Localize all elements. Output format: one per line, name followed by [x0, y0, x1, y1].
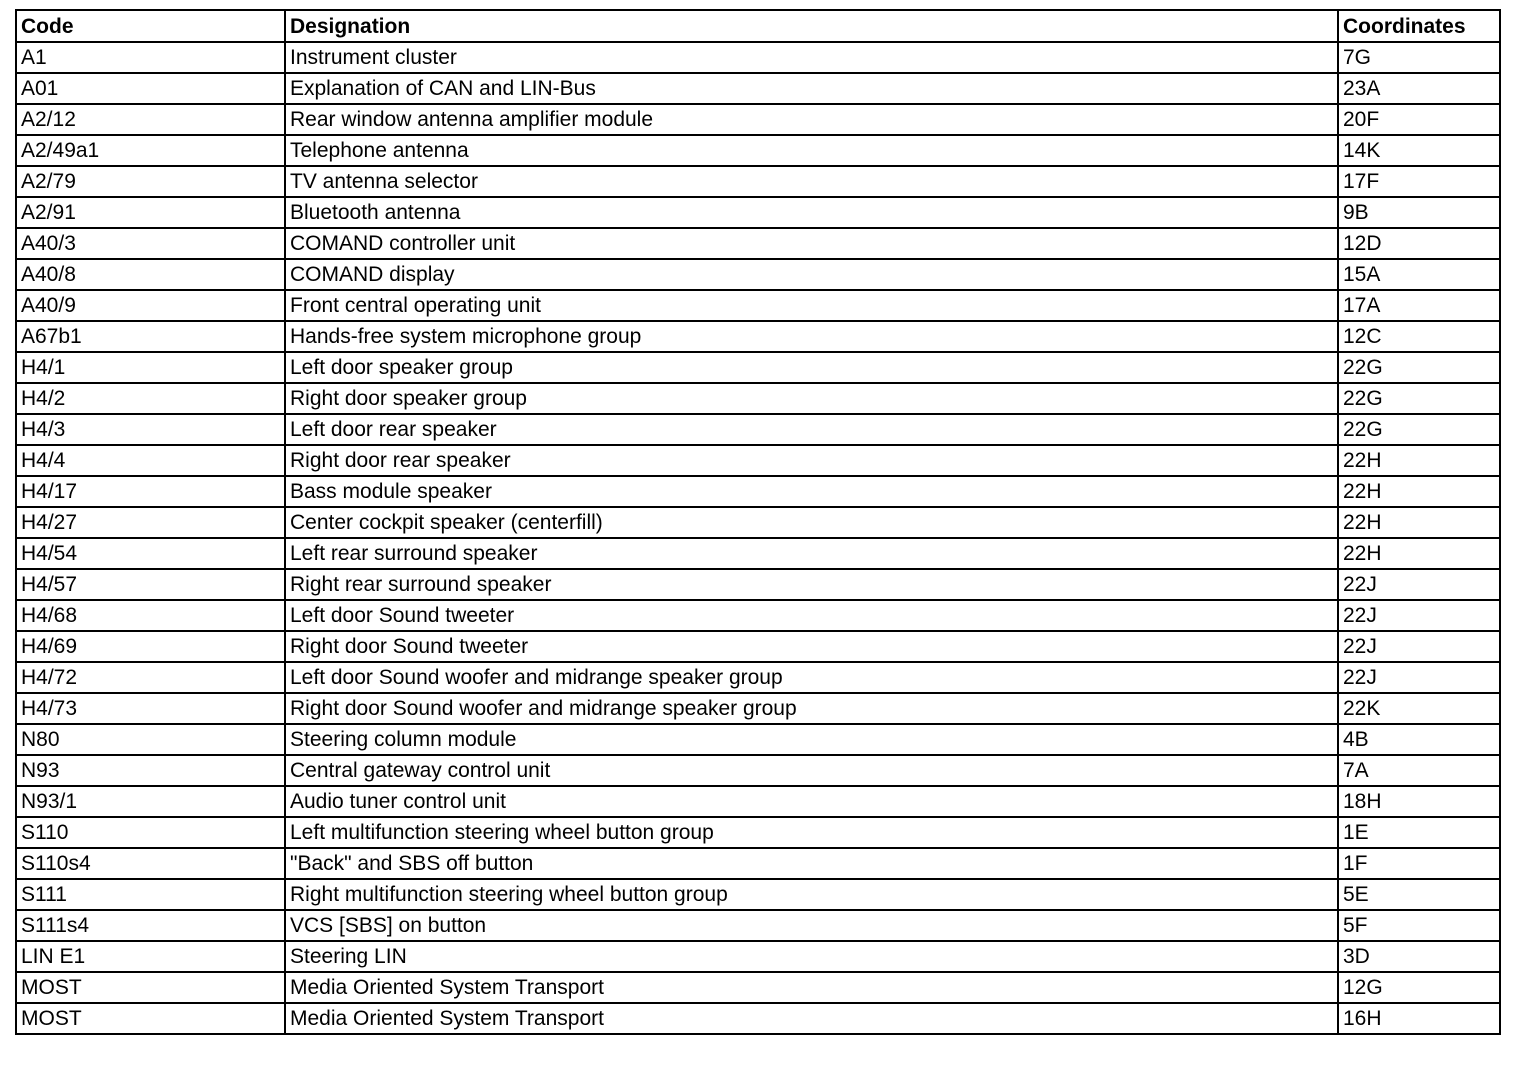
cell-designation: Instrument cluster	[285, 42, 1338, 73]
cell-code: H4/73	[16, 693, 285, 724]
cell-code: N93	[16, 755, 285, 786]
cell-code: A1	[16, 42, 285, 73]
cell-designation: Front central operating unit	[285, 290, 1338, 321]
cell-designation: Left door rear speaker	[285, 414, 1338, 445]
cell-coordinates: 1F	[1338, 848, 1500, 879]
cell-code: H4/3	[16, 414, 285, 445]
cell-designation: Right door Sound woofer and midrange speaker group	[285, 693, 1338, 724]
cell-code: H4/68	[16, 600, 285, 631]
table-row	[16, 910, 1500, 941]
cell-designation: Right door Sound tweeter	[285, 631, 1338, 662]
table-row	[16, 538, 1500, 569]
cell-code: H4/17	[16, 476, 285, 507]
cell-coordinates: 15A	[1338, 259, 1500, 290]
cell-designation: Steering LIN	[285, 941, 1338, 972]
cell-code: A40/9	[16, 290, 285, 321]
cell-code: H4/57	[16, 569, 285, 600]
cell-code: MOST	[16, 1003, 285, 1034]
cell-designation: "Back" and SBS off button	[285, 848, 1338, 879]
cell-designation: Bluetooth antenna	[285, 197, 1338, 228]
header-designation: Designation	[285, 10, 1338, 42]
cell-code: H4/72	[16, 662, 285, 693]
cell-code: A2/12	[16, 104, 285, 135]
cell-code: A01	[16, 73, 285, 104]
table-row	[16, 848, 1500, 879]
header-coordinates: Coordinates	[1338, 10, 1500, 42]
table-header-row	[16, 10, 1500, 42]
cell-coordinates: 22G	[1338, 414, 1500, 445]
cell-coordinates: 22H	[1338, 476, 1500, 507]
table-row	[16, 104, 1500, 135]
table-row	[16, 972, 1500, 1003]
cell-coordinates: 17A	[1338, 290, 1500, 321]
cell-designation: Central gateway control unit	[285, 755, 1338, 786]
cell-coordinates: 22G	[1338, 383, 1500, 414]
table-row	[16, 817, 1500, 848]
cell-designation: Steering column module	[285, 724, 1338, 755]
cell-code: A40/8	[16, 259, 285, 290]
table-row	[16, 600, 1500, 631]
cell-coordinates: 16H	[1338, 1003, 1500, 1034]
cell-coordinates: 5F	[1338, 910, 1500, 941]
table-row	[16, 693, 1500, 724]
cell-code: A67b1	[16, 321, 285, 352]
cell-designation: Left multifunction steering wheel button group	[285, 817, 1338, 848]
table-row	[16, 228, 1500, 259]
cell-coordinates: 20F	[1338, 104, 1500, 135]
cell-designation: Bass module speaker	[285, 476, 1338, 507]
cell-designation: Left rear surround speaker	[285, 538, 1338, 569]
table-row	[16, 662, 1500, 693]
cell-code: H4/1	[16, 352, 285, 383]
cell-designation: Left door Sound woofer and midrange speaker group	[285, 662, 1338, 693]
cell-coordinates: 22H	[1338, 538, 1500, 569]
component-legend-table	[15, 9, 1501, 1035]
cell-code: H4/2	[16, 383, 285, 414]
cell-designation: Left door speaker group	[285, 352, 1338, 383]
cell-designation: COMAND display	[285, 259, 1338, 290]
cell-designation: Rear window antenna amplifier module	[285, 104, 1338, 135]
cell-designation: Explanation of CAN and LIN-Bus	[285, 73, 1338, 104]
header-code: Code	[16, 10, 285, 42]
table-row	[16, 941, 1500, 972]
cell-code: N80	[16, 724, 285, 755]
table-row	[16, 507, 1500, 538]
cell-designation: Right rear surround speaker	[285, 569, 1338, 600]
cell-code: S110	[16, 817, 285, 848]
cell-designation: VCS [SBS] on button	[285, 910, 1338, 941]
cell-coordinates: 22H	[1338, 445, 1500, 476]
table-row	[16, 476, 1500, 507]
cell-designation: Right door rear speaker	[285, 445, 1338, 476]
cell-designation: TV antenna selector	[285, 166, 1338, 197]
table-row	[16, 166, 1500, 197]
cell-designation: COMAND controller unit	[285, 228, 1338, 259]
cell-coordinates: 7G	[1338, 42, 1500, 73]
cell-coordinates: 1E	[1338, 817, 1500, 848]
cell-coordinates: 22J	[1338, 600, 1500, 631]
cell-designation: Telephone antenna	[285, 135, 1338, 166]
cell-code: H4/54	[16, 538, 285, 569]
table-row	[16, 197, 1500, 228]
cell-coordinates: 7A	[1338, 755, 1500, 786]
table-row	[16, 414, 1500, 445]
cell-coordinates: 5E	[1338, 879, 1500, 910]
table-row	[16, 290, 1500, 321]
table-row	[16, 352, 1500, 383]
table-row	[16, 879, 1500, 910]
cell-code: A2/79	[16, 166, 285, 197]
cell-code: A2/91	[16, 197, 285, 228]
table-row	[16, 786, 1500, 817]
cell-designation: Right multifunction steering wheel button group	[285, 879, 1338, 910]
table-row	[16, 73, 1500, 104]
cell-coordinates: 22J	[1338, 569, 1500, 600]
cell-code: H4/69	[16, 631, 285, 662]
cell-coordinates: 12C	[1338, 321, 1500, 352]
cell-code: A40/3	[16, 228, 285, 259]
table-row	[16, 383, 1500, 414]
cell-designation: Hands-free system microphone group	[285, 321, 1338, 352]
table-row	[16, 259, 1500, 290]
cell-designation: Media Oriented System Transport	[285, 972, 1338, 1003]
cell-coordinates: 22H	[1338, 507, 1500, 538]
cell-code: S111s4	[16, 910, 285, 941]
table-body	[16, 42, 1500, 1034]
cell-coordinates: 12G	[1338, 972, 1500, 1003]
cell-coordinates: 22J	[1338, 662, 1500, 693]
table-row	[16, 569, 1500, 600]
cell-code: LIN E1	[16, 941, 285, 972]
cell-coordinates: 22K	[1338, 693, 1500, 724]
cell-designation: Left door Sound tweeter	[285, 600, 1338, 631]
cell-coordinates: 4B	[1338, 724, 1500, 755]
cell-coordinates: 18H	[1338, 786, 1500, 817]
cell-designation: Media Oriented System Transport	[285, 1003, 1338, 1034]
cell-coordinates: 12D	[1338, 228, 1500, 259]
cell-coordinates: 17F	[1338, 166, 1500, 197]
cell-code: S111	[16, 879, 285, 910]
table-row	[16, 445, 1500, 476]
cell-code: S110s4	[16, 848, 285, 879]
cell-code: H4/27	[16, 507, 285, 538]
table-row	[16, 631, 1500, 662]
cell-coordinates: 14K	[1338, 135, 1500, 166]
table-row	[16, 42, 1500, 73]
table-row	[16, 1003, 1500, 1034]
table-row	[16, 724, 1500, 755]
cell-coordinates: 22G	[1338, 352, 1500, 383]
cell-designation: Center cockpit speaker (centerfill)	[285, 507, 1338, 538]
table-row	[16, 321, 1500, 352]
cell-coordinates: 9B	[1338, 197, 1500, 228]
cell-coordinates: 3D	[1338, 941, 1500, 972]
table-row	[16, 755, 1500, 786]
cell-coordinates: 22J	[1338, 631, 1500, 662]
table-row	[16, 135, 1500, 166]
cell-designation: Audio tuner control unit	[285, 786, 1338, 817]
cell-code: A2/49a1	[16, 135, 285, 166]
cell-coordinates: 23A	[1338, 73, 1500, 104]
cell-designation: Right door speaker group	[285, 383, 1338, 414]
cell-code: N93/1	[16, 786, 285, 817]
cell-code: H4/4	[16, 445, 285, 476]
cell-code: MOST	[16, 972, 285, 1003]
